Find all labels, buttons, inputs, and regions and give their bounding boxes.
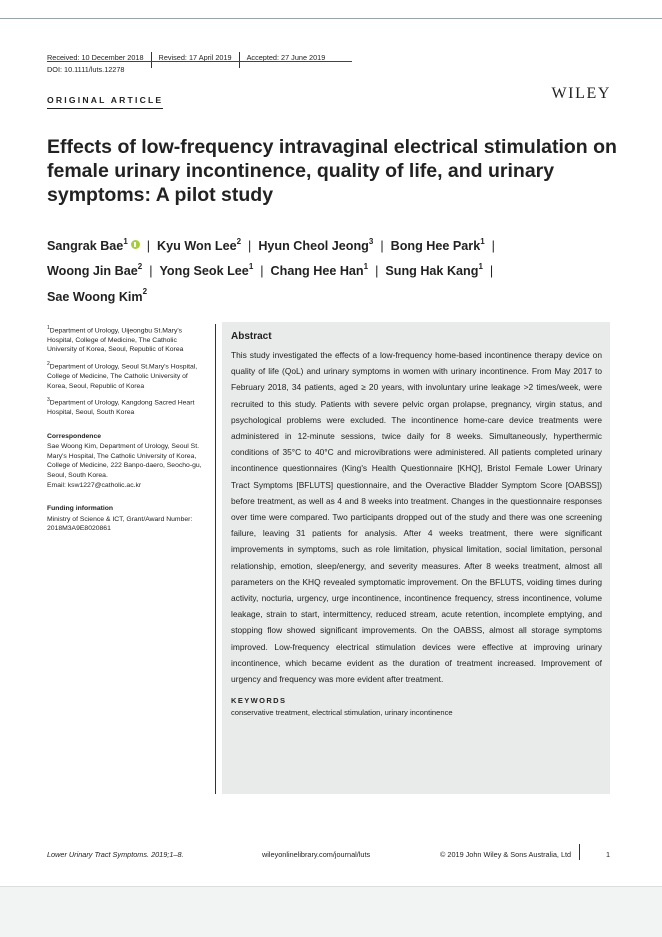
correspondence-email[interactable]: Email: ksw1227@catholic.ac.kr bbox=[47, 481, 142, 489]
publisher-logo: WILEY bbox=[551, 85, 611, 102]
affiliation: $^2$Department of Urology, Seoul St.Mary's Hospital, College of Medicine, The Catholic University of Korea, Seoul, Republic of Korea bbox=[47, 361, 198, 390]
column-divider bbox=[215, 324, 216, 794]
divider bbox=[579, 844, 580, 860]
divider bbox=[239, 52, 240, 68]
abstract-text: This study investigated the effects of a low-frequency home-based incontinence therapy device on quality of life (QoL) and urinary symptoms in women with urinary incontinence. From May 2017 to February 2018, 34 patients, aged ≥ 20 years, with involuntary urine leakage >2 times/week, were recruited to this study. Patients with severe pelvic organ prolapse, pregnancy, virgin status, and psychological problems were excluded. The incontinence home-care device treatments were administered in 12-minute sessions, twice daily for 8 weeks. Simultaneously, hyperthermic conditions of 35°C to 40°C and microvibrations were administered. All patients completed urinary incontinence questionnaires (King's Health Questionnaire [KHQ], Bristol Female Lower Urinary Tract Symptoms [BFLUTS] questionnaire, and the Overactive Bladder Symptom Score [OABSS]) before treatment, as well as 4 and 8 weeks into treatment. Changes in the questionnaire responses over time were compared. Two participants dropped out of the study and there was one screening failure, leaving 31 patients for analysis. After 4 weeks treatment, there were significant improvements in symptoms, such as role limitation, physical limitation, social limitation, personal relationship, emotion, sleep/energy, and severity measures. After 8 weeks treatment, almost all parameters on the KHQ revealed symptomatic improvement. On the BFLUTS, voiding times during activity, nocturia, urgency, urge incontinence, incontinence frequency, stress incontinence, volume leakage, strain to start, intermittency, reduced stream, acute retention, incomplete emptying, and stopping flow showed significant improvements. On the OABSS, almost all storage symptoms improved. Low-frequency electrical stimulation devices were effective at improving urinary incontinence, which became evident as the duration of treatment increased. Improvement of urgency and frequency was more evident after treatment. bbox=[231, 350, 602, 685]
author[interactable]: Yong Seok Lee$^1$ bbox=[159, 262, 254, 279]
page-number: 1 bbox=[605, 850, 610, 859]
author[interactable]: Sangrak Bae$^1$ bbox=[47, 237, 128, 254]
author[interactable]: Bong Hee Park$^1$ bbox=[390, 237, 485, 254]
author[interactable]: Woong Jin Bae$^2$ bbox=[47, 262, 143, 279]
copyright: © 2019 John Wiley & Sons Australia, Ltd bbox=[440, 850, 572, 859]
orcid-icon[interactable] bbox=[131, 240, 140, 249]
funding-text: Ministry of Science & ICT, Grant/Award Number: 2018M3A9E8020861 bbox=[47, 515, 193, 533]
author[interactable]: Sae Woong Kim$^2$ bbox=[47, 287, 148, 304]
revised-date: Revised: 17 April 2019 bbox=[158, 52, 232, 62]
affiliation: $^1$Department of Urology, Uijeongbu St.Mary's Hospital, College of Medicine, The Catholic University of Korea, Seoul, Republic of Korea bbox=[47, 325, 184, 354]
author[interactable]: Chang Hee Han$^1$ bbox=[270, 262, 369, 279]
page-bottom-band bbox=[0, 886, 662, 937]
keywords: conservative treatment, electrical stimulation, urinary incontinence bbox=[231, 708, 453, 718]
doi[interactable]: DOI: 10.1111/luts.12278 bbox=[47, 65, 125, 74]
correspondence-text: Sae Woong Kim, Department of Urology, Seoul St. Mary's Hospital, The Catholic University of Korea, College of Medicine, 222 Banpo-daero, Seocho-gu, Seoul, South Korea. bbox=[47, 443, 202, 479]
author-list: Sangrak Bae$^1$ | Kyu Won Lee$^2$ | Hyun Cheol Jeong$^3$ | Bong Hee Park$^1$ | Woong Jin Bae$^2$ | Yong Seok Lee$^1$ | Chang Hee Han$^1$ | Sung Hak Kang$^1$ | Sae Woong Kim$^2$ bbox=[47, 237, 495, 304]
abstract-box bbox=[222, 322, 610, 794]
divider bbox=[151, 52, 152, 68]
journal-url[interactable]: wileyonlinelibrary.com/journal/luts bbox=[262, 850, 371, 859]
top-rule bbox=[0, 18, 662, 19]
author[interactable]: Sung Hak Kang$^1$ bbox=[385, 262, 483, 279]
keywords-heading: KEYWORDS bbox=[231, 696, 287, 706]
doi-rule bbox=[47, 61, 352, 62]
abstract-heading: Abstract bbox=[231, 331, 272, 342]
received-date: Received: 10 December 2018 bbox=[47, 52, 144, 62]
paper-title: Effects of low-frequency intravaginal electrical stimulation on female urinary incontinence, quality of life, and urinary symptoms: A pilot study bbox=[47, 136, 617, 206]
author[interactable]: Kyu Won Lee$^2$ bbox=[157, 237, 242, 254]
sidebar-info bbox=[47, 324, 207, 539]
correspondence-heading: Correspondence bbox=[47, 432, 102, 440]
article-history bbox=[47, 49, 325, 65]
affiliation: $^3$Department of Urology, Kangdong Sacred Heart Hospital, Seoul, South Korea bbox=[47, 397, 195, 416]
journal-citation: Lower Urinary Tract Symptoms. 2019;1–8. bbox=[47, 850, 184, 859]
article-type: ORIGINAL ARTICLE bbox=[47, 95, 163, 109]
accepted-date: Accepted: 27 June 2019 bbox=[246, 52, 326, 62]
author[interactable]: Hyun Cheol Jeong$^3$ bbox=[258, 237, 374, 254]
funding-heading: Funding information bbox=[47, 505, 114, 513]
